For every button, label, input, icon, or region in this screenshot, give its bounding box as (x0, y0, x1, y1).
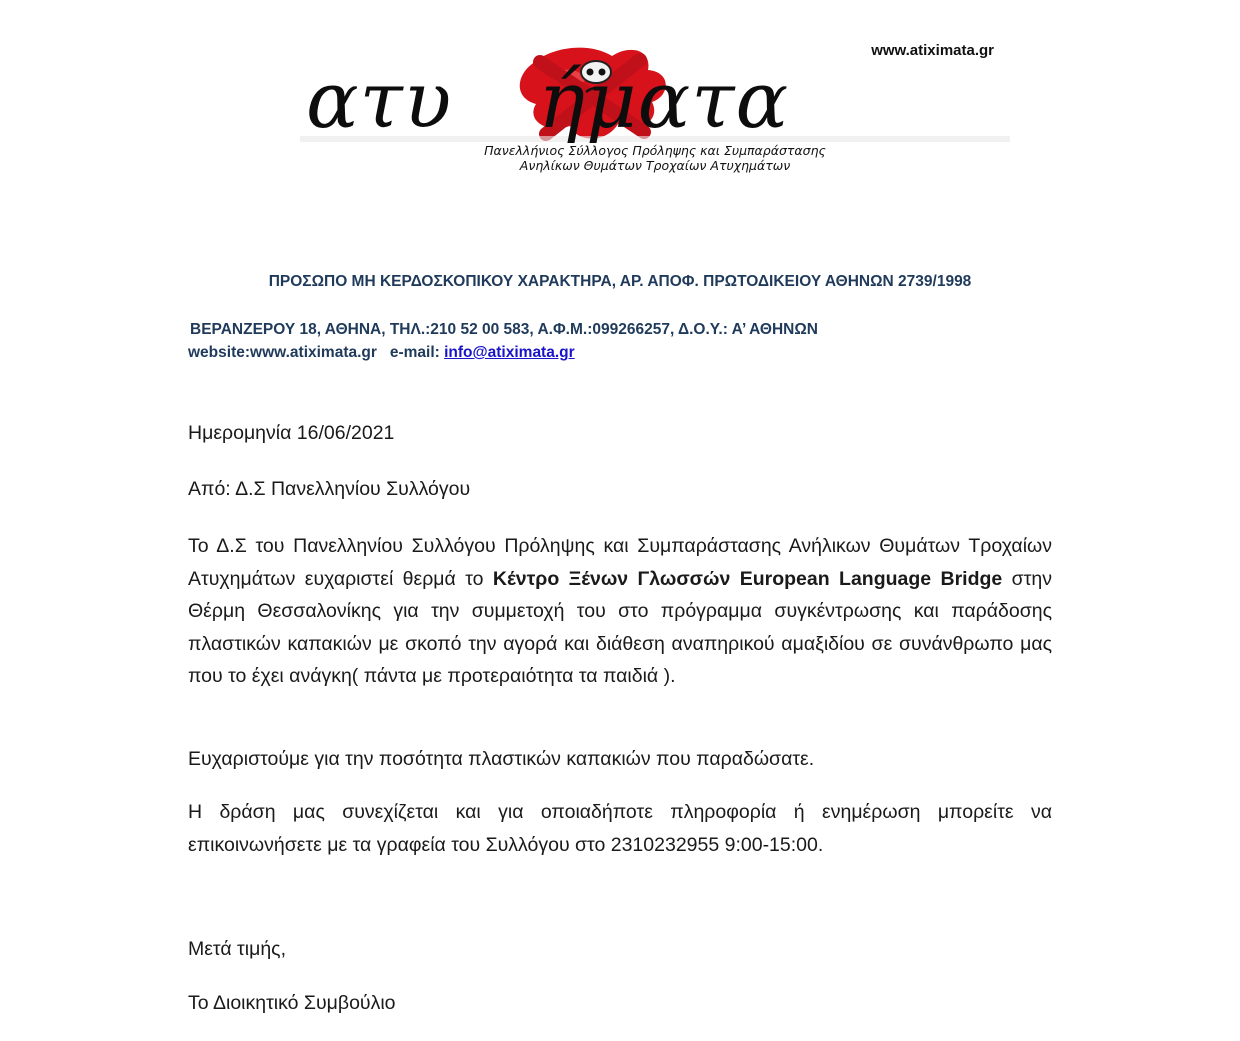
letter-date: Ημερομηνία 16/06/2021 (188, 422, 395, 444)
logo-wordmark (306, 56, 789, 146)
paragraph-text: στην Θέρμη Θεσσαλονίκης για την συμμετοχή του στο πρόγραμμα συγκέντρωσης και παράδοσης πλαστικών καπακιών με σκοπό την αγορά και διάθεση αναπηρικού αμαξιδίου σε συνάνθρωπο μας που το έχει ανάγκη( πάντα με προτεραιότητα τα παιδιά ). (188, 567, 1052, 687)
email-link[interactable]: info@atiximata.gr (444, 344, 575, 361)
logo-subtitle-line1: Πανελλήνιος Σύλλογος Πρόληψης και Συμπαράστασης (484, 143, 826, 158)
paragraph-text: Το Δ.Σ του Πανελληνίου Συλλόγου Πρόληψης και Συμπαράστασης Ανήλικων Θυμάτων Τροχαίων Ατυχημάτων ευχαριστεί θερμά το (188, 535, 1052, 590)
letter-paragraph-contact: Η δράση μας συνεχίζεται και για οποιαδήποτε πληροφορία ή ενημέρωση μπορείτε να επικοινωνήσετε με τα γραφεία του Συλλόγου στο 2310232955 9:00-15:00. (188, 801, 1052, 856)
letter-closing: Μετά τιμής, (188, 938, 286, 960)
website-label: website:www.atiximata.gr (188, 344, 377, 361)
address-line: ΒΕΡΑΝΖΕΡΟΥ 18, ΑΘΗΝΑ, ΤΗΛ.:210 52 00 583, Α.Φ.Μ.:099266257, Δ.Ο.Υ.: Α’ ΑΘΗΝΩΝ (190, 321, 818, 338)
org-registration-line: ΠΡΟΣΩΠΟ ΜΗ ΚΕΡΔΟΣΚΟΠΙΚΟΥ ΧΑΡΑΚΤΗΡΑ, ΑΡ. ΑΠΟΦ. ΠΡΩΤΟΔΙΚΕΙΟΥ ΑΘΗΝΩΝ 2739/1998 (268, 273, 972, 290)
logo-wordmark-left: ατυ (306, 56, 453, 146)
logo-url: www.atiximata.gr (871, 42, 994, 59)
letter-signature: Το Διοικητικό Συμβούλιο (188, 992, 396, 1014)
recipient-name: Κέντρο Ξένων Γλωσσών European Language Bridge (492, 567, 1003, 590)
logo-subtitle-line2: Ανηλίκων Θυμάτων Τροχαίων Ατυχημάτων (519, 158, 791, 173)
logo (300, 36, 1010, 176)
letter-paragraph-quantity: Ευχαριστούμε για την ποσότητα πλαστικών καπακιών που παραδώσατε. (188, 748, 815, 770)
email-label: e-mail: (389, 344, 440, 361)
logo-wordmark-right: ήματα (538, 56, 790, 146)
contact-line (188, 344, 575, 362)
letter-paragraph-thanks (188, 530, 1052, 693)
letter-from: Από: Δ.Σ Πανελληνίου Συλλόγου (188, 478, 471, 500)
